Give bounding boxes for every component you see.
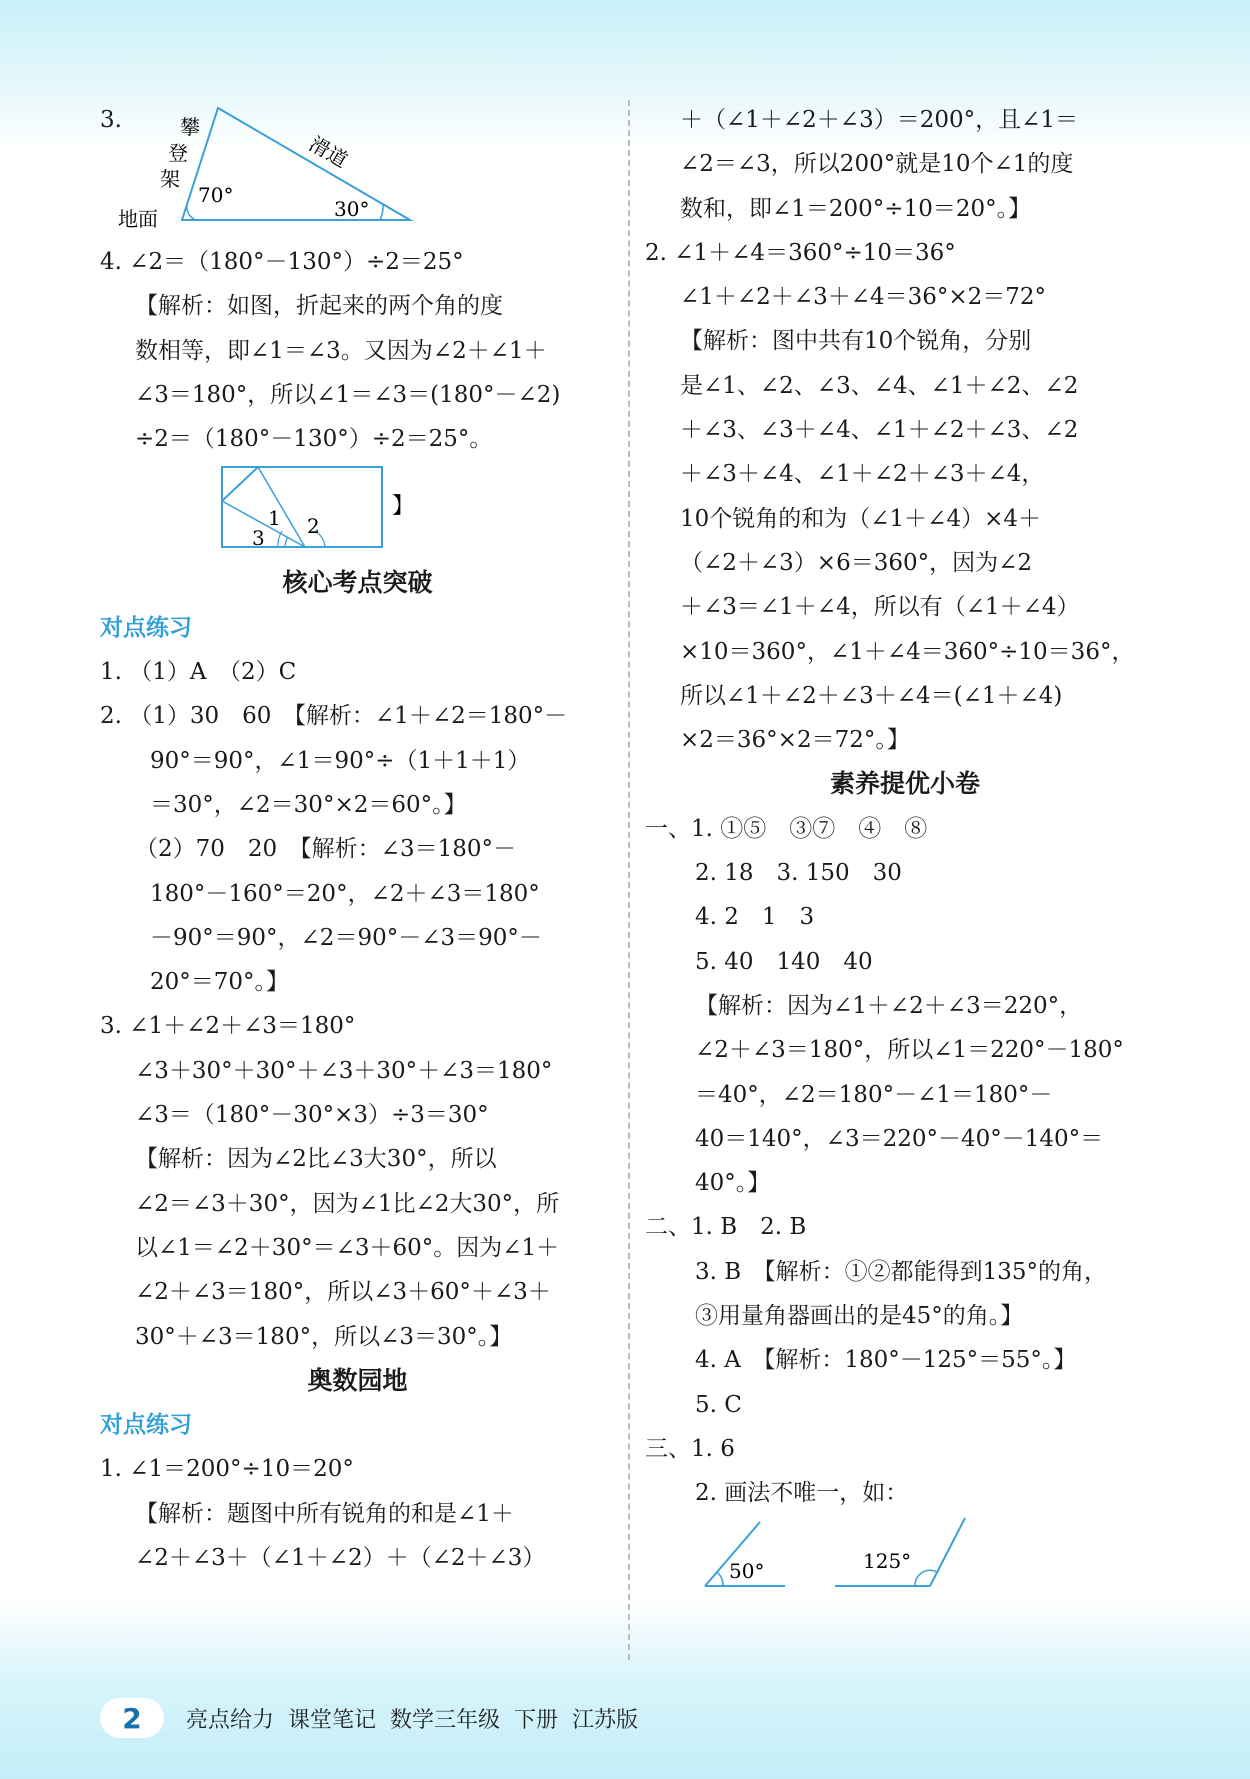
analysis-line: ∠2＝∠3，所以200°就是10个∠1的度 (680, 151, 1074, 178)
fold-label-2: 2 (307, 514, 320, 539)
analysis-line: 【解析：因为∠1＋∠2＋∠3＝220°， (695, 992, 1083, 1019)
label-ladder-3: 架 (160, 167, 180, 191)
angle-drawings-diagram (645, 1516, 1045, 1616)
answer-line: 90°＝90°，∠1＝90°÷（1＋1＋1） (150, 747, 531, 774)
answer-line: ∠3＝（180°－30°×3）÷3＝30° (135, 1102, 489, 1129)
answer-line: 1. （1）A （2）C (100, 659, 297, 686)
page-number: 2 (100, 1698, 164, 1738)
answer-line: 二、1. B 2. B (645, 1214, 807, 1241)
answer-line: 三、1. 6 (645, 1435, 735, 1462)
analysis-line: ×10＝360°，∠1＋∠4＝360°÷10＝36°， (680, 638, 1135, 665)
analysis-line: 【解析：题图中所有锐角的和是∠1＋ (135, 1500, 514, 1527)
answer-line: 5. 40 140 40 (695, 948, 873, 975)
answer-line: 2. ∠1＋∠4＝360°÷10＝36° (645, 239, 956, 266)
answer-line: －90°＝90°，∠2＝90°－∠3＝90°－ (150, 924, 542, 951)
answer-line: 3. ∠1＋∠2＋∠3＝180° (100, 1013, 356, 1040)
fold-figure (100, 461, 615, 561)
analysis-line: ③用量角器画出的是45°的角。】 (695, 1303, 1024, 1330)
subsection-title (100, 606, 615, 650)
answer-line: 4. ∠2＝（180°－130°）÷2＝25° (100, 249, 464, 275)
closing-bracket: 】 (392, 494, 415, 520)
label-angle-30: 30° (334, 197, 370, 221)
analysis-line: 以∠1＝∠2＋30°＝∠3＋60°。因为∠1＋ (135, 1234, 560, 1261)
analysis-line: ×2＝36°×2＝72°。】 (680, 727, 910, 754)
answer-line: 一、1. ①⑤ ③⑦ ④ ⑧ (645, 815, 928, 842)
subsection-title (100, 1403, 615, 1447)
fold-label-1: 1 (268, 506, 281, 531)
angle-label-125: 125° (863, 1548, 912, 1573)
subsection-title-text: 对点练习 (100, 614, 192, 641)
analysis-line: 数相等，即∠1＝∠3。又因为∠2＋∠1＋ (135, 337, 547, 364)
answer-line: 2. 18 3. 150 30 (695, 860, 902, 887)
analysis-line: ＋∠3＋∠4、∠1＋∠2＋∠3＋∠4， (680, 461, 1045, 488)
section-title: 核心考点突破 (282, 568, 433, 598)
triangle-figure (100, 98, 615, 230)
footer-brand: 亮点给力 (186, 1707, 275, 1733)
analysis-line: 40＝140°，∠3＝220°－40°－140°＝ (695, 1125, 1104, 1152)
analysis-line: ∠2＋∠3＝180°，所以∠1＝220°－180° (695, 1037, 1124, 1064)
label-ladder-1: 攀 (180, 115, 200, 139)
section-title: 奥数园地 (307, 1365, 408, 1395)
footer-edition: 江苏版 (572, 1707, 639, 1733)
angle-label-50: 50° (729, 1558, 765, 1583)
subsection-title-text: 对点练习 (100, 1412, 192, 1439)
angle-drawings (645, 1516, 1165, 1616)
label-ladder-2: 登 (168, 141, 188, 165)
analysis-line: ÷2＝（180°－130°）÷2＝25°。 (135, 426, 493, 453)
page-footer (100, 1698, 652, 1738)
label-slide: 滑道 (305, 131, 352, 173)
answer-line: 2. （1）30 60 【解析：∠1＋∠2＝180°－ (100, 703, 568, 730)
answer-line: 4. 2 1 3 (695, 904, 815, 931)
folded-rectangle-diagram (100, 461, 430, 561)
answer-line: 1. ∠1＝200°÷10＝20° (100, 1456, 354, 1483)
analysis-line: ∠3＝180°，所以∠1＝∠3＝(180°－∠2) (135, 381, 561, 408)
analysis-line: ∠2＋∠3＝180°，所以∠3＋60°＋∠3＋ (135, 1279, 551, 1306)
right-column (645, 98, 1165, 1616)
footer-series: 课堂笔记 (288, 1707, 377, 1733)
left-column (100, 98, 615, 1580)
section-title: 素养提优小卷 (829, 769, 980, 799)
slide-triangle-diagram (100, 98, 430, 230)
analysis-line: （∠2＋∠3）×6＝360°，因为∠2 (680, 549, 1033, 576)
analysis-line: ＝40°，∠2＝180°－∠1＝180°－ (695, 1081, 1053, 1108)
analysis-line: 10个锐角的和为（∠1＋∠4）×4＋ (680, 505, 1041, 532)
analysis-line: ∠2＝∠3＋30°，因为∠1比∠2大30°，所 (135, 1190, 560, 1217)
footer-term: 下册 (514, 1707, 559, 1733)
analysis-line: 所以∠1＋∠2＋∠3＋∠4＝(∠1＋∠4) (680, 682, 1063, 709)
analysis-line: 【解析：如图，折起来的两个角的度 (135, 293, 503, 320)
analysis-line: ＋∠3、∠3＋∠4、∠1＋∠2＋∠3、∠2 (680, 417, 1079, 444)
answer-line: ＝30°，∠2＝30°×2＝60°。】 (150, 791, 467, 818)
label-ground: 地面 (118, 207, 158, 230)
analysis-line: ＋（∠1＋∠2＋∠3）＝200°，且∠1＝ (680, 107, 1079, 133)
answer-line: 180°－160°＝20°，∠2＋∠3＝180° (150, 880, 540, 907)
answer-line: ∠1＋∠2＋∠3＋∠4＝36°×2＝72° (680, 284, 1047, 311)
answer-line: 2. 画法不唯一，如： (695, 1480, 909, 1507)
analysis-line: 40°。】 (695, 1170, 771, 1197)
footer-subject: 数学三年级 (390, 1707, 501, 1733)
label-angle-70: 70° (198, 183, 234, 207)
column-divider (628, 100, 630, 1660)
answer-line: ∠3＋30°＋30°＋∠3＋30°＋∠3＝180° (135, 1057, 553, 1084)
analysis-line: 30°＋∠3＝180°，所以∠3＝30°。】 (135, 1323, 513, 1350)
analysis-line: ＋∠3＝∠1＋∠4，所以有（∠1＋∠4） (680, 594, 1080, 621)
analysis-line: 是∠1、∠2、∠3、∠4、∠1＋∠2、∠2 (680, 372, 1079, 399)
analysis-line: 数和，即∠1＝200°÷10＝20°。】 (680, 195, 1032, 222)
answer-line: 20°＝70°。】 (150, 969, 290, 996)
analysis-line: ∠2＋∠3＋（∠1＋∠2）＋（∠2＋∠3） (135, 1545, 546, 1572)
footer-background (0, 1600, 1250, 1779)
answer-line: 3. B 【解析：①②都能得到135°的角， (695, 1258, 1108, 1285)
analysis-line: 【解析：图中共有10个锐角，分别 (680, 328, 1032, 355)
answer-line: （2）70 20 【解析：∠3＝180°－ (135, 836, 516, 863)
fold-label-3: 3 (252, 526, 265, 551)
answer-line: 4. A 【解析：180°－125°＝55°。】 (695, 1347, 1077, 1374)
answer-line: 5. C (695, 1391, 742, 1418)
question-number: 3. (100, 107, 122, 133)
analysis-line: 【解析：因为∠2比∠3大30°，所以 (135, 1146, 497, 1173)
